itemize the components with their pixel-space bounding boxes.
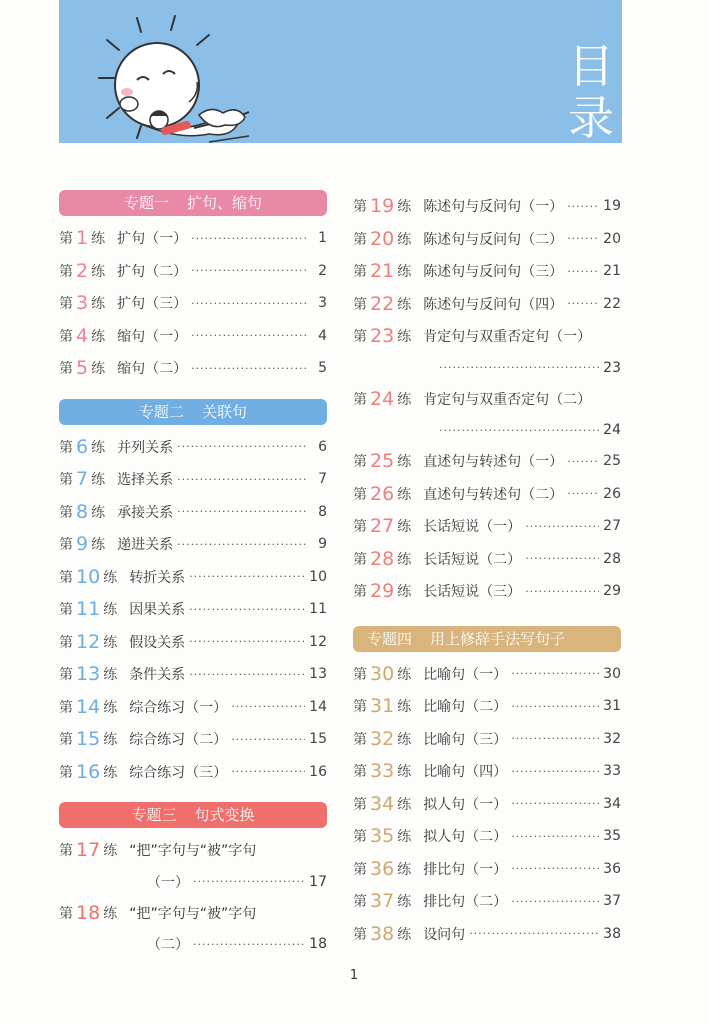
- entry-number: 14: [76, 695, 101, 718]
- dot-leader: [191, 329, 307, 342]
- entry-page: 2: [318, 262, 327, 279]
- dot-leader: [189, 603, 305, 616]
- toc-entry[interactable]: [353, 723, 621, 756]
- entry-label: 直述句与转述句（一）: [423, 454, 564, 471]
- entry-page: 8: [318, 503, 327, 520]
- entry-suffix: 练: [397, 391, 412, 408]
- entry-suffix: 练: [103, 732, 118, 749]
- entry-prefix: 第: [59, 732, 73, 749]
- entry-suffix: 练: [103, 905, 118, 922]
- entry-prefix: 第: [59, 569, 73, 586]
- entry-page: 38: [603, 925, 621, 942]
- dot-leader: [525, 585, 599, 598]
- toc-entry[interactable]: [59, 222, 327, 255]
- topic-group-3: [59, 802, 327, 959]
- dot-leader: [177, 440, 307, 453]
- entry-number: 31: [370, 695, 395, 718]
- dot-leader: [231, 765, 305, 778]
- toc-entry[interactable]: [353, 510, 621, 543]
- entry-suffix: 练: [397, 796, 412, 813]
- entry-label: 条件关系: [129, 667, 186, 684]
- dot-leader: [469, 927, 599, 940]
- entry-label: 缩句（二）: [117, 361, 188, 378]
- entry-suffix: 练: [397, 584, 412, 601]
- entry-label-continuation: （一）: [147, 874, 189, 891]
- entry-page: 24: [603, 422, 621, 438]
- entry-suffix: 练: [397, 829, 412, 846]
- dot-leader: [177, 505, 307, 518]
- toc-entry[interactable]: [59, 528, 327, 561]
- dot-leader: [511, 797, 599, 810]
- topic-group-1: [59, 190, 327, 385]
- dot-leader: [525, 552, 599, 565]
- entry-suffix: 练: [91, 263, 106, 280]
- entry-prefix: 第: [353, 329, 367, 346]
- entry-page: 20: [603, 230, 621, 247]
- toc-entry[interactable]: [59, 287, 327, 320]
- dot-leader: [567, 200, 599, 213]
- entry-prefix: 第: [353, 264, 367, 281]
- entry-suffix: 练: [103, 602, 118, 619]
- dot-leader: [525, 520, 599, 533]
- entry-number: 33: [370, 760, 395, 783]
- dot-leader: [177, 473, 307, 486]
- entry-label: 排比句（一）: [423, 861, 508, 878]
- dot-leader: [191, 264, 307, 277]
- entry-label: 比喻句（一）: [423, 666, 508, 683]
- entry-suffix: 练: [397, 519, 412, 536]
- entry-page: 22: [603, 295, 621, 312]
- entry-number: 30: [370, 662, 395, 685]
- entry-label: 综合练习（一）: [129, 699, 228, 716]
- entry-prefix: 第: [353, 796, 367, 813]
- entry-number: 34: [370, 792, 395, 815]
- entry-label: 直述句与转述句（二）: [423, 486, 564, 503]
- toc-entry[interactable]: [59, 463, 327, 496]
- entry-page: 15: [309, 731, 327, 748]
- entry-prefix: 第: [353, 486, 367, 503]
- entry-label: 排比句（二）: [423, 894, 508, 911]
- dot-leader: [231, 733, 305, 746]
- entry-number: 10: [76, 565, 101, 588]
- entry-number: 27: [370, 515, 395, 538]
- entry-suffix: 练: [103, 569, 118, 586]
- toc-entry[interactable]: [353, 575, 621, 608]
- entry-prefix: 第: [59, 634, 73, 651]
- entry-suffix: 练: [91, 439, 106, 456]
- entry-label: 拟人句（二）: [423, 829, 508, 846]
- entry-page: 34: [603, 795, 621, 812]
- entry-number: 37: [370, 890, 395, 913]
- toc-entry[interactable]: [59, 658, 327, 691]
- entry-number: 8: [76, 500, 89, 523]
- entry-label: 陈述句与反问句（二）: [423, 231, 564, 248]
- entry-page: 4: [318, 327, 327, 344]
- entry-prefix: 第: [59, 472, 73, 489]
- toc-entry[interactable]: [353, 478, 621, 511]
- entry-prefix: 第: [353, 454, 367, 471]
- entry-label: “把”字句与“被”字句: [129, 843, 257, 860]
- entry-number: 20: [370, 227, 395, 250]
- entry-page: 9: [318, 536, 327, 553]
- entry-page: 3: [318, 295, 327, 312]
- toc-entry[interactable]: [59, 834, 327, 867]
- toc-left-column: [59, 190, 327, 973]
- entry-suffix: 练: [103, 634, 118, 651]
- entry-page: 28: [603, 550, 621, 567]
- toc-entry[interactable]: [59, 756, 327, 789]
- entry-label: 设问句: [423, 926, 466, 943]
- entry-suffix: 练: [397, 731, 412, 748]
- topic-header-1: 专题一 扩句、缩句: [59, 190, 327, 216]
- entry-prefix: 第: [353, 764, 367, 781]
- entry-page: 1: [318, 230, 327, 247]
- toc-entry[interactable]: [353, 543, 621, 576]
- entry-prefix: 第: [353, 699, 367, 716]
- entry-label: 转折关系: [129, 569, 186, 586]
- entry-suffix: 练: [397, 926, 412, 943]
- entry-prefix: 第: [353, 861, 367, 878]
- entry-label: 扩句（三）: [117, 296, 188, 313]
- dot-leader: [193, 875, 305, 888]
- entry-suffix: 练: [397, 861, 412, 878]
- entry-label: 长话短说（二）: [423, 551, 522, 568]
- header-banner: [59, 0, 622, 143]
- entry-prefix: 第: [353, 199, 367, 216]
- toc-entry[interactable]: [59, 352, 327, 385]
- entry-prefix: 第: [353, 391, 367, 408]
- entry-number: 23: [370, 325, 395, 348]
- entry-label: 肯定句与双重否定句（二）: [423, 391, 592, 408]
- entry-suffix: 练: [91, 537, 106, 554]
- entry-page: 19: [603, 198, 621, 215]
- entry-suffix: 练: [91, 231, 106, 248]
- entry-prefix: 第: [59, 439, 73, 456]
- toc-entry[interactable]: [353, 320, 621, 353]
- entry-label: 陈述句与反问句（一）: [423, 199, 564, 216]
- toc-entry-continuation: [353, 415, 621, 445]
- entry-suffix: 练: [91, 361, 106, 378]
- dot-leader: [567, 297, 599, 310]
- dot-leader: [191, 362, 307, 375]
- toc-entry[interactable]: [59, 255, 327, 288]
- entry-label: 缩句（一）: [117, 328, 188, 345]
- entry-number: 24: [370, 387, 395, 410]
- entry-prefix: 第: [353, 231, 367, 248]
- entry-label: 综合练习（三）: [129, 764, 228, 781]
- entry-number: 15: [76, 728, 101, 751]
- dot-leader: [511, 830, 599, 843]
- entry-number: 35: [370, 825, 395, 848]
- entry-number: 36: [370, 857, 395, 880]
- entry-number: 18: [76, 901, 101, 924]
- entry-suffix: 练: [397, 231, 412, 248]
- entry-number: 3: [76, 292, 89, 315]
- entry-page: 33: [603, 763, 621, 780]
- toc-entry[interactable]: [353, 788, 621, 821]
- entry-page: 18: [309, 936, 327, 952]
- topic-header-4: 专题四 用上修辞手法写句子: [353, 626, 621, 652]
- toc-entry-continuation: [59, 929, 327, 959]
- entry-page: 25: [603, 453, 621, 470]
- toc-entry[interactable]: [59, 897, 327, 930]
- dot-leader: [511, 667, 599, 680]
- entry-suffix: 练: [397, 764, 412, 781]
- entry-label: 陈述句与反问句（四）: [423, 296, 564, 313]
- toc-entry[interactable]: [353, 820, 621, 853]
- entry-prefix: 第: [59, 667, 73, 684]
- entry-number: 7: [76, 468, 89, 491]
- entry-prefix: 第: [59, 328, 73, 345]
- entry-page: 13: [309, 666, 327, 683]
- entry-suffix: 练: [103, 843, 118, 860]
- toc-entry[interactable]: [353, 853, 621, 886]
- entry-prefix: 第: [59, 361, 73, 378]
- toc-entry[interactable]: [353, 383, 621, 416]
- entry-page: 29: [603, 583, 621, 600]
- entry-page: 21: [603, 263, 621, 280]
- entry-page: 31: [603, 698, 621, 715]
- entry-page: 10: [309, 568, 327, 585]
- entry-label: 陈述句与反问句（三）: [423, 264, 564, 281]
- toc-entry-continuation: [353, 353, 621, 383]
- entry-prefix: 第: [59, 602, 73, 619]
- entry-prefix: 第: [353, 584, 367, 601]
- entry-label: 扩句（一）: [117, 231, 188, 248]
- entry-prefix: 第: [59, 263, 73, 280]
- entry-suffix: 练: [91, 328, 106, 345]
- dot-leader: [511, 765, 599, 778]
- entry-number: 6: [76, 435, 89, 458]
- entry-prefix: 第: [59, 537, 73, 554]
- entry-prefix: 第: [353, 519, 367, 536]
- entry-prefix: 第: [59, 764, 73, 781]
- dot-leader: [191, 232, 307, 245]
- dot-leader: [177, 538, 307, 551]
- entry-number: 4: [76, 324, 89, 347]
- entry-suffix: 练: [397, 551, 412, 568]
- entry-prefix: 第: [59, 905, 73, 922]
- dot-leader: [511, 700, 599, 713]
- entry-label: 递进关系: [117, 537, 174, 554]
- topic-header-2: 专题二 关联句: [59, 399, 327, 425]
- entry-number: 17: [76, 839, 101, 862]
- entry-label: 长话短说（三）: [423, 584, 522, 601]
- entry-suffix: 练: [397, 454, 412, 471]
- toc-entry[interactable]: [353, 445, 621, 478]
- sun-and-boy-illustration: [59, 0, 622, 143]
- toc-entry[interactable]: [353, 755, 621, 788]
- toc-entry[interactable]: [353, 918, 621, 951]
- toc-entry[interactable]: [59, 496, 327, 529]
- entry-label: 比喻句（二）: [423, 699, 508, 716]
- dot-leader: [189, 635, 305, 648]
- entry-number: 9: [76, 533, 89, 556]
- toc-entry[interactable]: [353, 190, 621, 223]
- dot-leader: [567, 265, 599, 278]
- entry-page: 36: [603, 860, 621, 877]
- entry-number: 1: [76, 227, 89, 250]
- entry-page: 27: [603, 518, 621, 535]
- toc-entry[interactable]: [353, 255, 621, 288]
- topic-group-2: [59, 399, 327, 789]
- entry-suffix: 练: [397, 329, 412, 346]
- topic-header-3: 专题三 句式变换: [59, 802, 327, 828]
- entry-label: 比喻句（三）: [423, 731, 508, 748]
- entry-suffix: 练: [103, 699, 118, 716]
- entry-page: 26: [603, 485, 621, 502]
- entry-label: 假设关系: [129, 634, 186, 651]
- page-title: 目 录: [568, 39, 614, 143]
- dot-leader: [439, 424, 599, 437]
- entry-label: 肯定句与双重否定句（一）: [423, 329, 592, 346]
- entry-page: 12: [309, 633, 327, 650]
- entry-number: 26: [370, 482, 395, 505]
- entry-label: 综合练习（二）: [129, 732, 228, 749]
- entry-prefix: 第: [59, 843, 73, 860]
- entry-label: 扩句（二）: [117, 263, 188, 280]
- entry-prefix: 第: [353, 296, 367, 313]
- entry-label-continuation: （二）: [147, 937, 189, 953]
- entry-page: 30: [603, 665, 621, 682]
- entry-label: 并列关系: [117, 439, 174, 456]
- entry-page: 37: [603, 893, 621, 910]
- entry-label: 因果关系: [129, 602, 186, 619]
- entry-suffix: 练: [397, 296, 412, 313]
- entry-number: 28: [370, 547, 395, 570]
- entry-label: 比喻句（四）: [423, 764, 508, 781]
- entry-number: 32: [370, 727, 395, 750]
- entry-suffix: 练: [103, 667, 118, 684]
- toc-entry[interactable]: [59, 626, 327, 659]
- entry-page: 14: [309, 698, 327, 715]
- toc-entry[interactable]: [353, 223, 621, 256]
- toc-entry[interactable]: [353, 885, 621, 918]
- toc-entry[interactable]: [59, 691, 327, 724]
- entry-prefix: 第: [59, 699, 73, 716]
- entry-page: 11: [309, 601, 327, 618]
- entry-number: 16: [76, 760, 101, 783]
- toc-entry[interactable]: [59, 723, 327, 756]
- dot-leader: [189, 668, 305, 681]
- entry-prefix: 第: [353, 551, 367, 568]
- entry-prefix: 第: [353, 926, 367, 943]
- toc-entry[interactable]: [353, 288, 621, 321]
- entry-prefix: 第: [353, 666, 367, 683]
- toc-entry[interactable]: [59, 561, 327, 594]
- dot-leader: [191, 297, 307, 310]
- entry-label: “把”字句与“被”字句: [129, 905, 257, 922]
- entry-page: 6: [318, 438, 327, 455]
- toc-entry[interactable]: [59, 320, 327, 353]
- entry-suffix: 练: [397, 264, 412, 281]
- entry-number: 22: [370, 292, 395, 315]
- entry-suffix: 练: [91, 504, 106, 521]
- entry-prefix: 第: [59, 504, 73, 521]
- toc-entry[interactable]: [353, 690, 621, 723]
- entry-page: 5: [318, 360, 327, 377]
- dot-leader: [231, 700, 305, 713]
- dot-leader: [511, 732, 599, 745]
- dot-leader: [567, 455, 599, 468]
- entry-suffix: 练: [397, 486, 412, 503]
- dot-leader: [567, 487, 599, 500]
- entry-suffix: 练: [397, 894, 412, 911]
- entry-prefix: 第: [353, 731, 367, 748]
- entry-suffix: 练: [91, 296, 106, 313]
- dot-leader: [193, 938, 305, 951]
- dot-leader: [567, 232, 599, 245]
- entry-suffix: 练: [91, 472, 106, 489]
- entry-number: 25: [370, 450, 395, 473]
- dot-leader: [439, 361, 599, 374]
- entry-number: 12: [76, 630, 101, 653]
- entry-page: 23: [603, 359, 621, 376]
- entry-page: 7: [318, 471, 327, 488]
- entry-number: 21: [370, 260, 395, 283]
- entry-prefix: 第: [353, 829, 367, 846]
- entry-label: 长话短说（一）: [423, 519, 522, 536]
- dot-leader: [511, 862, 599, 875]
- toc-right-column: [353, 190, 621, 964]
- toc-entry-continuation: [59, 867, 327, 897]
- entry-suffix: 练: [397, 666, 412, 683]
- entry-page: 17: [309, 873, 327, 890]
- entry-number: 38: [370, 922, 395, 945]
- entry-number: 2: [76, 259, 89, 282]
- entry-page: 35: [603, 828, 621, 845]
- entry-number: 5: [76, 357, 89, 380]
- entry-page: 16: [309, 763, 327, 780]
- entry-prefix: 第: [59, 231, 73, 248]
- entry-number: 13: [76, 663, 101, 686]
- topic-group-4: [353, 626, 621, 951]
- entry-label: 选择关系: [117, 472, 174, 489]
- entry-prefix: 第: [353, 894, 367, 911]
- entry-suffix: 练: [397, 199, 412, 216]
- entry-number: 11: [76, 598, 101, 621]
- entry-label: 承接关系: [117, 504, 174, 521]
- entry-page: 32: [603, 730, 621, 747]
- dot-leader: [189, 570, 305, 583]
- toc-entry[interactable]: [353, 658, 621, 691]
- entry-label: 拟人句（一）: [423, 796, 508, 813]
- entry-suffix: 练: [397, 699, 412, 716]
- page-number: 1: [349, 968, 359, 983]
- toc-entry[interactable]: [59, 593, 327, 626]
- toc-entry[interactable]: [59, 431, 327, 464]
- entry-number: 29: [370, 580, 395, 603]
- dot-leader: [511, 895, 599, 908]
- entry-prefix: 第: [59, 296, 73, 313]
- entry-suffix: 练: [103, 764, 118, 781]
- entry-number: 19: [370, 195, 395, 218]
